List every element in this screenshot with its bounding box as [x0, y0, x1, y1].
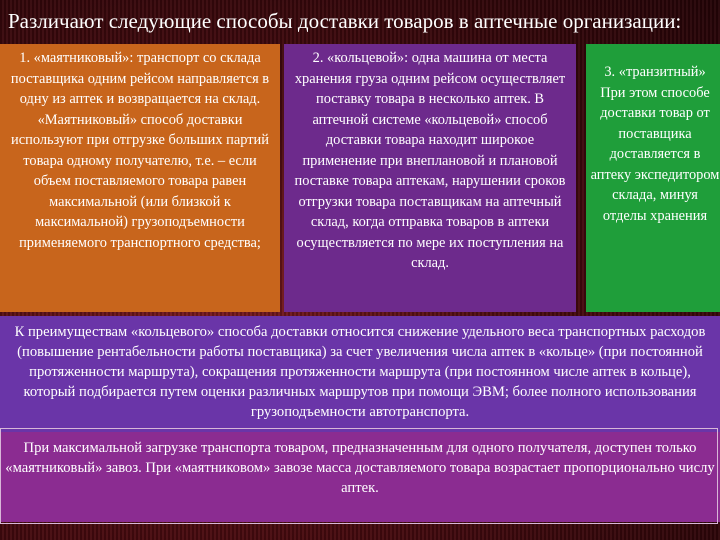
max-load-note-box: При максимальной загрузке транспорта товаром, предназначенным для одного получателя, доступен только «маятниковый» завоз. При «маятниковом» завозе масса доставляемого товара возрастает пропорционально числу аптек. — [0, 432, 720, 522]
ring-method-box: 2. «кольцевой»: одна машина от места хранения груза одним рейсом осуществляет поставку товара в несколько аптек. В аптечной системе «кольцевой» способ доставки товара находит широкое применение при внеплановой и плановой поставке товара аптекам, нарушении сроков отгрузки товара поставщикам на аптечный склад, когда отправка товаров в аптеки осуществляется по мере их поступления на склад. — [284, 44, 576, 312]
transit-method-box: 3. «транзитный» При этом способе доставки товар от поставщика доставляется в аптеку экспедитором склада, минуя отделы хранения — [586, 44, 720, 312]
slide-title: Различают следующие способы доставки товаров в аптечные организации: — [8, 9, 682, 33]
ring-advantages-box: К преимуществам «кольцевого» способа доставки относится снижение удельного веса транспортных расходов (повышение рентабельности работы поставщика) за счет увеличения числа аптек в «кольце» (при постоянной протяженности маршрута), сокращения протяженности маршрута (при постоянном числе аптек в кольце), который подбирается путем оценки различных маршрутов при помощи ЭВМ; более полного использования грузоподъемности автотранспорта. — [0, 316, 720, 440]
pendulum-method-box: 1. «маятниковый»: транспорт со склада поставщика одним рейсом направляется в одну из аптек и возвращается на склад. «Маятниковый» способ доставки используют при отгрузке больших партий товара одному получателю, т.е. – если объем поставляемого товара равен максимальной (или близкой к максимальной) грузоподъемности применяемого транспортного средства; — [0, 44, 280, 312]
